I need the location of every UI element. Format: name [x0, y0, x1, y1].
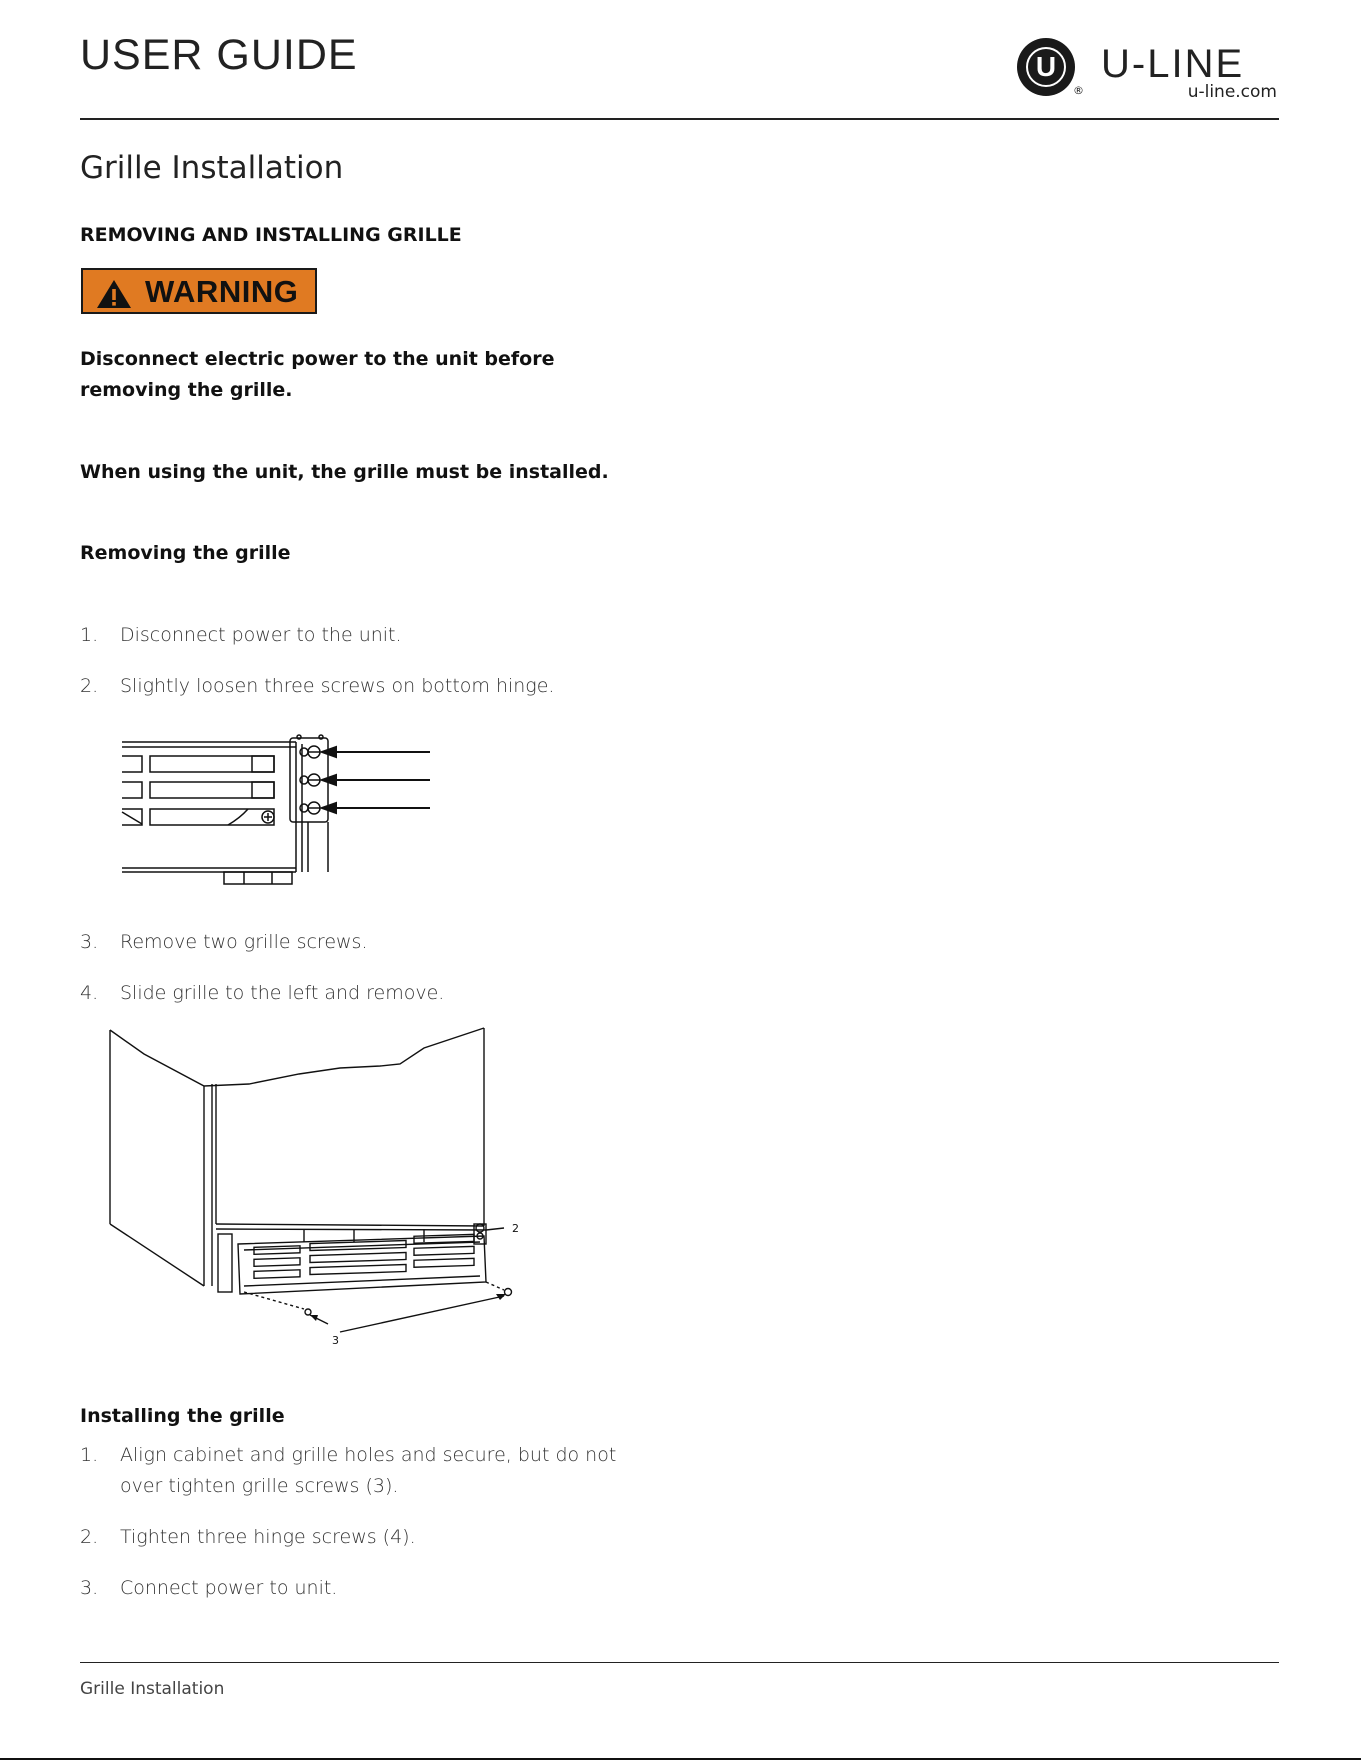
list-item [80, 620, 402, 651]
header-divider [80, 118, 1279, 120]
list-item [80, 1573, 337, 1604]
removing-heading: Removing the grille [80, 542, 291, 564]
step-text-line1: Align cabinet and grille holes and secure, but do not [120, 1444, 617, 1466]
step-number: 2. [80, 1526, 99, 1548]
step-number: 1. [80, 1444, 99, 1466]
warning-badge [81, 268, 317, 314]
grille-removal-diagram [104, 1024, 524, 1350]
callout-grille-screw: 3 [332, 1334, 339, 1347]
warning-text-line1: Disconnect electric power to the unit before [80, 348, 555, 370]
step-text: Disconnect power to the unit. [120, 624, 402, 646]
subheading: REMOVING AND INSTALLING GRILLE [80, 224, 462, 246]
footer-divider [80, 1662, 1279, 1663]
step-number: 2. [80, 675, 99, 697]
list-item [80, 927, 367, 958]
page-header-title: USER GUIDE [80, 31, 358, 79]
step-text: Connect power to unit. [120, 1577, 338, 1599]
logo-name: U-LINE [1101, 42, 1245, 86]
registered-mark: ® [1073, 84, 1084, 97]
list-item [80, 1522, 416, 1553]
logo-url: u-line.com [1187, 82, 1277, 102]
grille-note: When using the unit, the grille must be installed. [80, 461, 609, 483]
step-text: Remove two grille screws. [120, 931, 368, 953]
list-item [80, 1440, 616, 1502]
step-text-line2: over tighten grille screws (3). [120, 1475, 399, 1497]
installing-heading: Installing the grille [80, 1405, 285, 1427]
callout-hinge-screw: 2 [512, 1222, 519, 1235]
section-title: Grille Installation [80, 150, 344, 186]
logo-letter: U [1026, 47, 1066, 87]
step-number: 4. [80, 982, 99, 1004]
step-number: 3. [80, 931, 99, 953]
warning-triangle-icon [95, 278, 133, 310]
footer-label: Grille Installation [80, 1679, 225, 1699]
u-line-logo [1017, 38, 1277, 104]
list-item [80, 978, 444, 1009]
list-item [80, 671, 554, 702]
step-text: Slide grille to the left and remove. [120, 982, 445, 1004]
step-number: 3. [80, 1577, 99, 1599]
hinge-screws-diagram [118, 734, 438, 890]
step-text: Tighten three hinge screws (4). [120, 1526, 416, 1548]
logo-mark-icon [1017, 38, 1075, 96]
warning-label: WARNING [145, 274, 299, 309]
warning-text-line2: removing the grille. [80, 379, 293, 401]
page-bottom-edge [0, 1758, 1361, 1760]
step-number: 1. [80, 624, 99, 646]
step-text: Slightly loosen three screws on bottom hinge. [120, 675, 555, 697]
